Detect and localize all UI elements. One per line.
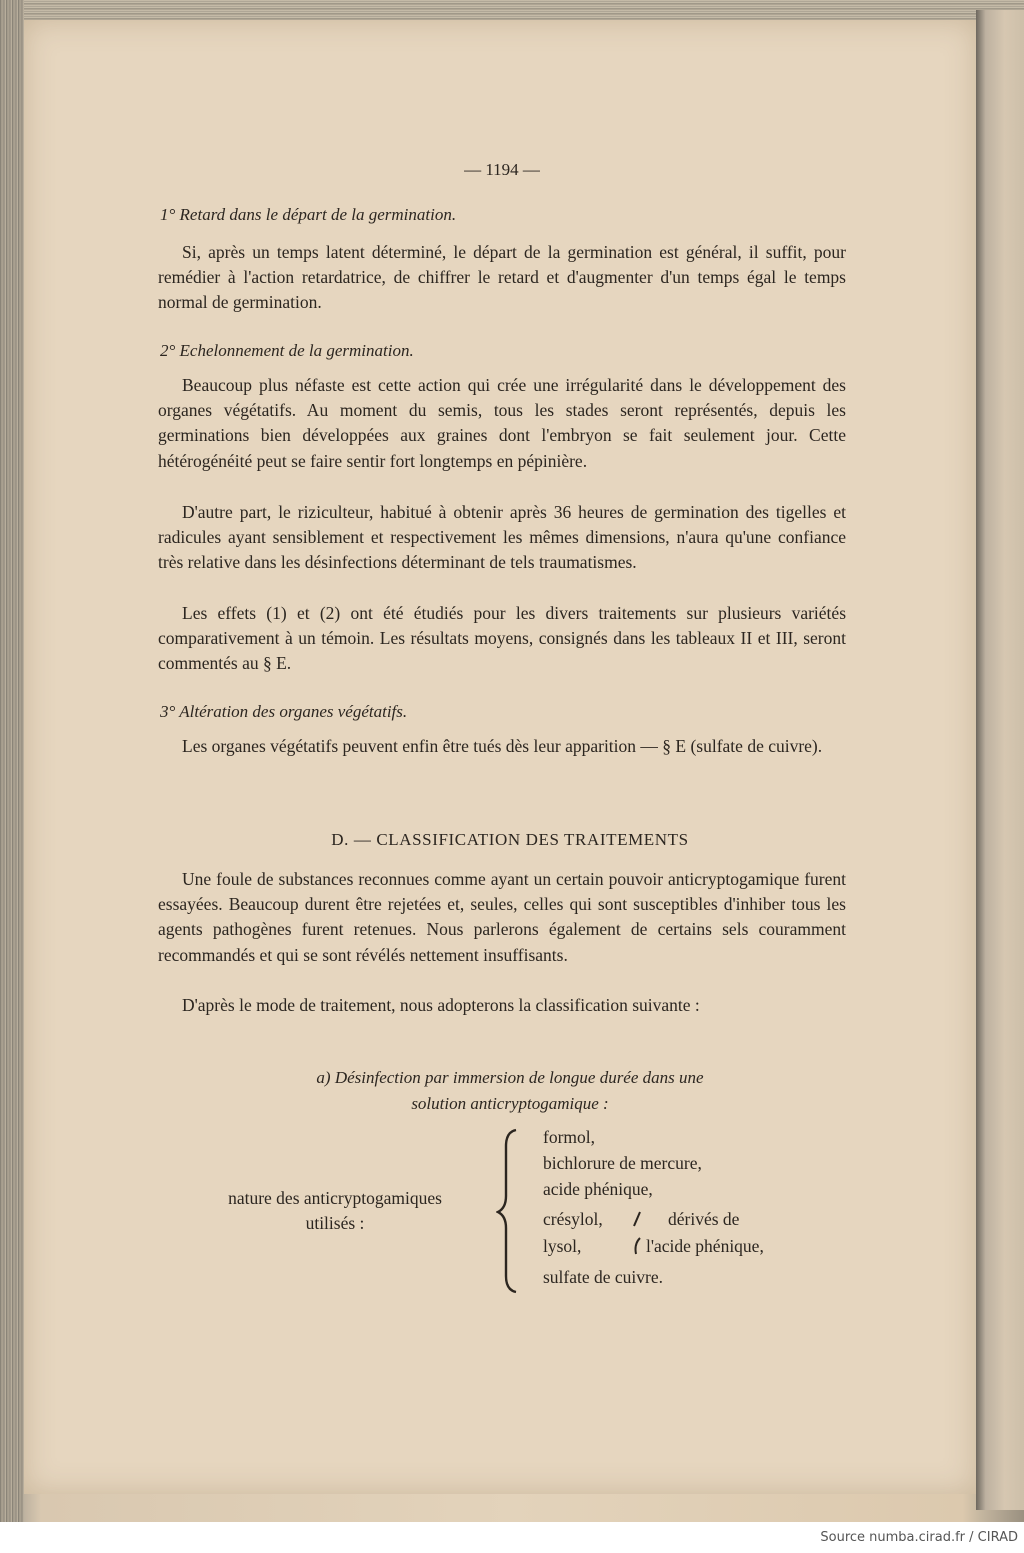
list-item-formol: formol, [543, 1127, 596, 1147]
page-number: — 1194 — [464, 160, 540, 179]
section-1-heading: 1° Retard dans le départ de la germination. [160, 205, 457, 224]
label-line-1: nature des anticryptogamiques [228, 1188, 442, 1208]
section-3-heading: 3° Altération des organes végétatifs. [160, 702, 408, 721]
section-1-paragraph: Si, après un temps latent déterminé, le départ de la germination est général, il suffit, pour remédier à l'action retardatrice, de chiffrer le retard et d'augmenter d'un temps égal le temps normal de germination. [158, 242, 846, 313]
label-line-2: utilisés : [305, 1213, 365, 1233]
section-2-paragraph-1: Beaucoup plus néfaste est cette action qui crée une irrégularité dans le développement des organes végétatifs. Au moment du semis, tous les stades seront représentés, depuis les germinations bien développées aux graines dont l'embryon se fait seulement jour. Cette hétérogénéité peut se faire sentir fort longtemps en pépinière. [158, 375, 846, 471]
section-d-paragraph-1: Une foule de substances reconnues comme ayant un certain pouvoir anticryptogamique furent essayées. Beaucoup durent être rejetées et, seules, celles qui sont susceptibles d'inhiber tous les agents pathogènes furent retenues. Nous parlerons également de certains sels couramment recommandés et qui se sont révélés nettement insuffisants. [158, 869, 846, 965]
footer-bar [0, 1522, 1024, 1553]
anticryptogamic-label [170, 1186, 500, 1236]
section-d-title: D. — CLASSIFICATION DES TRAITEMENTS [331, 830, 689, 849]
book-top-edge [0, 0, 1024, 22]
section-2-heading: 2° Echelonnement de la germination. [160, 341, 414, 360]
list-item-bichlorure: bichlorure de mercure, [543, 1153, 702, 1173]
book-left-edge [0, 0, 24, 1522]
section-d-paragraph-2: D'après le mode de traitement, nous adopterons la classification suivante : [182, 995, 700, 1015]
list-item-derives: dérivés de [668, 1209, 740, 1229]
small-brace-icon [628, 1208, 644, 1258]
section-2-paragraph-2: D'autre part, le riziculteur, habitué à obtenir après 36 heures de germination des tigelles et radicules ayant sensiblement et respectivement les mêmes dimensions, n'aura qu'une confiance très relative dans les désinfections déterminant de tels traumatismes. [158, 502, 846, 573]
subheading-line-2: solution anticryptogamique : [411, 1094, 609, 1113]
section-3-paragraph: Les organes végétatifs peuvent enfin être tués dès leur apparition — § E (sulfate de cuivre). [182, 736, 823, 756]
list-item-cresylol: crésylol, [543, 1209, 603, 1229]
list-item-acide-phenique: acide phénique, [543, 1179, 653, 1199]
list-item-acide-phenique-derive: l'acide phénique, [646, 1236, 764, 1256]
list-item-sulfate: sulfate de cuivre. [543, 1267, 664, 1287]
list-item-lysol: lysol, [543, 1236, 582, 1256]
subheading-line-1: a) Désinfection par immersion de longue durée dans une [316, 1068, 704, 1087]
section-2-paragraph-3: Les effets (1) et (2) ont été étudiés pour les divers traitements sur plusieurs variétés comparativement à un témoin. Les résultats moyens, consignés dans les tableaux II et III, seront commentés au § E. [158, 603, 846, 674]
facing-page-edge [976, 10, 1024, 1510]
curly-brace-icon [496, 1126, 526, 1296]
source-credit: Source numba.cirad.fr / CIRAD [820, 1530, 1018, 1545]
